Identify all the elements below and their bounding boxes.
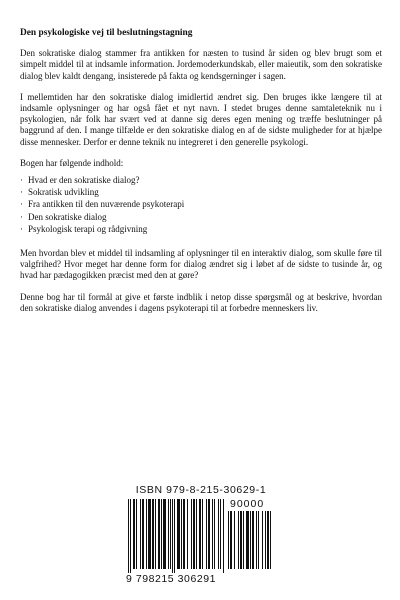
ean-barcode-bars — [128, 499, 224, 573]
contents-item: · Hvad er den sokratiske dialog? — [20, 175, 382, 186]
question-paragraph: Men hvordan blev et middel til indsamling af oplysninger til en interaktiv dialog, som skulle føre til valgfrihed? Hvor meget har denne form for dialog ændret sig i løbet af de sidste to tusinde år, og hvad har pædagogikken præcist med den at gøre? — [20, 248, 382, 281]
contents-item: · Sokratisk udvikling — [20, 187, 382, 198]
contents-item: · Den sokratiske dialog — [20, 212, 382, 223]
intro-paragraph: Den sokratiske dialog stammer fra antikken for næsten to tusind år siden og blev brugt som et simpelt middel til at indsamle information. Jordemoderkundskab, eller maieutik, som den sokratiske dialog blev kaldt dengang, insisterede på fakta og kendsgerninger i sagen. — [20, 48, 382, 81]
contents-item: · Psykologisk terapi og rådgivning — [20, 224, 382, 235]
isbn-label: ISBN 979-8-215-30629-1 — [135, 484, 267, 496]
book-title: Den psykologiske vej til beslutningstagning — [20, 28, 193, 38]
ean-digits: 9 798215 306291 — [126, 573, 216, 585]
isbn-barcode — [126, 484, 276, 588]
purpose-paragraph: Denne bog har til formål at give et første indblik i netop disse spørgsmål og at beskrive, hvordan den sokratiske dialog anvendes i dagens psykoterapi til at forbedre menneskers liv. — [20, 291, 382, 313]
contents-item: · Fra antikken til den nuværende psykoterapi — [20, 199, 382, 210]
price-code: 90000 — [230, 498, 265, 510]
blurb-column — [20, 28, 382, 324]
contents-list — [20, 175, 382, 235]
addon-barcode-bars — [228, 511, 274, 573]
contents-intro: Bogen har følgende indhold: — [20, 157, 124, 168]
context-paragraph: I mellemtiden har den sokratiske dialog imidlertid ændret sig. Den bruges ikke længere til at indsamle oplysninger og har også fået et nyt navn. I stedet bruges denne samtaleteknik nu i psykologien, når folk har svært ved at danne sig deres egen mening og træffe beslutninger på baggrund af den. I mange tilfælde er den sokratiske dialog en af de sidste muligheder for at hjælpe disse mennesker. Derfor er denne teknik nu integreret i den generelle psykologi. — [20, 91, 382, 147]
